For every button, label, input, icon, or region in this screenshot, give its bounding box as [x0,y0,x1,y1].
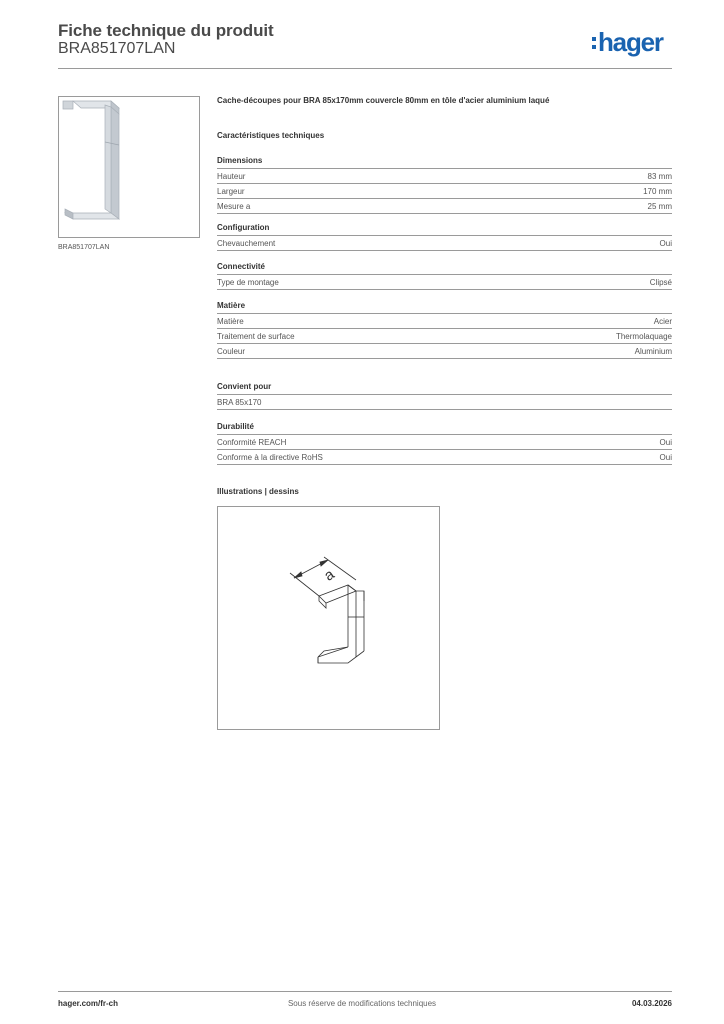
footer-website-link[interactable]: hager.com/fr-ch [58,999,119,1008]
product-description: Cache-découpes pour BRA 85x170mm couvercle 80mm en tôle d'acier aluminium laqué [217,96,550,105]
technical-drawing-image [218,507,439,729]
dimension-a-label: a [321,565,338,585]
spec-label: Largeur [217,186,245,196]
section-title: Dimensions [217,155,672,169]
spec-value: 170 mm [643,186,672,196]
section-title: Durabilité [217,421,672,435]
spec-label: Conforme à la directive RoHS [217,452,323,462]
tech-characteristics-title: Caractéristiques techniques [217,131,325,140]
spec-row [217,314,672,329]
spec-row [217,199,672,214]
section-durabilite [217,421,672,465]
spec-row [217,275,672,290]
spec-value: Clipsé [649,277,672,287]
spec-row [217,169,672,184]
section-convient-pour [217,381,672,410]
spec-label: Type de montage [217,277,279,287]
spec-label: BRA 85x170 [217,397,262,407]
spec-row [217,236,672,251]
spec-label: Chevauchement [217,238,276,248]
product-photo-image [59,97,199,237]
spec-value: Oui [659,452,672,462]
spec-value: Oui [659,437,672,447]
spec-value: 83 mm [647,171,672,181]
spec-row [217,395,672,410]
section-dimensions [217,155,672,214]
spec-label: Traitement de surface [217,331,295,341]
spec-label: Couleur [217,346,246,356]
section-connectivite [217,261,672,290]
technical-drawing [217,506,440,730]
product-photo [58,96,200,238]
section-title: Configuration [217,222,672,236]
spec-label: Mesure a [217,201,251,211]
header-divider [58,68,672,69]
product-reference: BRA851707LAN [58,40,176,57]
spec-label: Conformité REACH [217,437,287,447]
spec-row [217,344,672,359]
footer-divider [58,991,672,992]
section-configuration [217,222,672,251]
photo-caption: BRA851707LAN [58,244,110,251]
spec-value: Acier [653,316,672,326]
illustrations-title: Illustrations | dessins [217,487,299,496]
footer-notice: Sous réserve de modifications techniques [287,999,437,1008]
footer-date: 04.03.2026 [631,999,672,1008]
spec-value: Oui [659,238,672,248]
spec-value: Thermolaquage [615,331,672,341]
section-title: Matière [217,300,672,314]
spec-row [217,435,672,450]
spec-value: 25 mm [647,201,672,211]
section-title: Convient pour [217,381,672,395]
spec-row [217,450,672,465]
logo-text: hager [598,27,663,57]
hager-logo [592,29,663,55]
spec-row [217,329,672,344]
section-matiere [217,300,672,359]
logo-colon-icon [592,37,596,49]
spec-value: Aluminium [634,346,672,356]
section-title: Connectivité [217,261,672,275]
spec-row [217,184,672,199]
spec-label: Matière [217,316,244,326]
page-title: Fiche technique du produit [58,21,274,40]
spec-label: Hauteur [217,171,246,181]
